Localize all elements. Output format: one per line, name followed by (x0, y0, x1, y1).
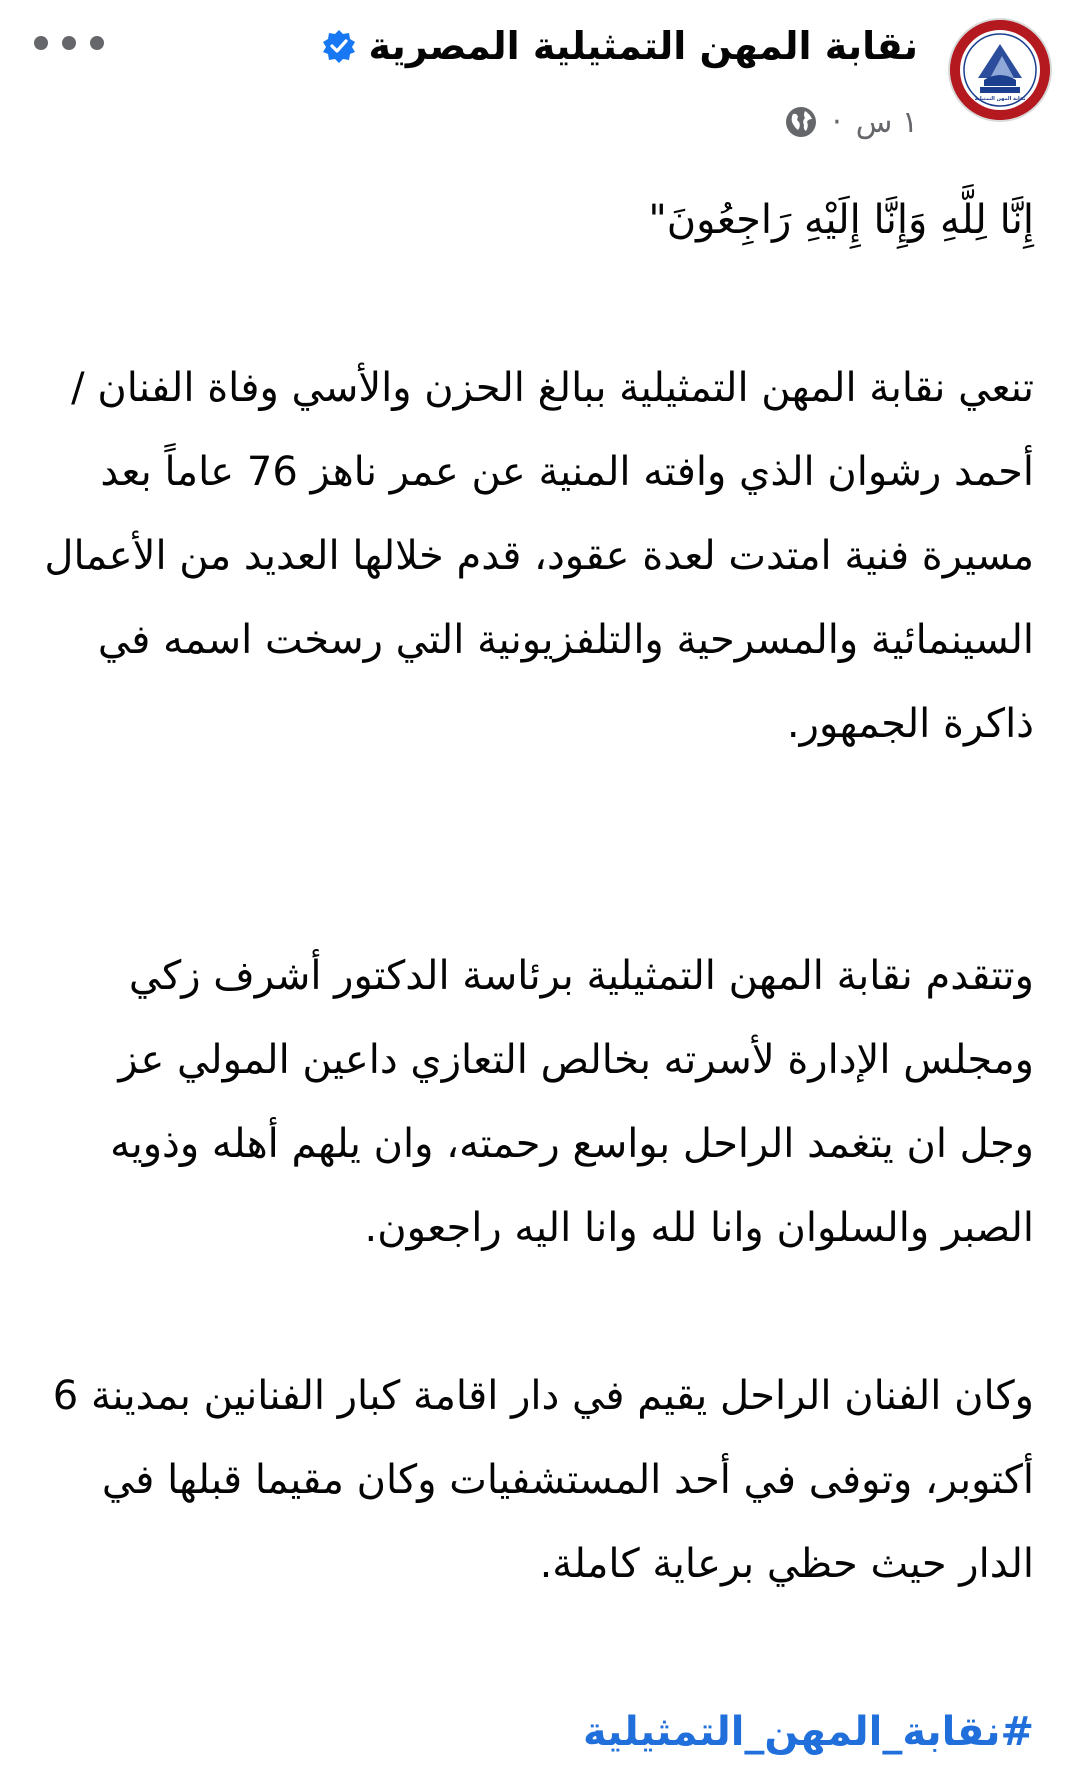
hashtag-link[interactable]: #نقابة_المهن_التمثيلية (582, 1709, 1034, 1755)
post-paragraph-details: وكان الفنان الراحل يقيم في دار اقامة كبار الفنانين بمدينة 6 أكتوبر، وتوفى في أحد المستشفيات وكان مقيما قبلها في الدار حيث حظي برعاية كاملة. (52, 1373, 1034, 1587)
post-header (28, 18, 1052, 148)
post-paragraph-quote: إِنَّا لِلَّهِ وَإِنَّا إِلَيْهِ رَاجِعُونَ" (648, 197, 1034, 243)
page-name-row (321, 18, 918, 74)
meta-separator: · (832, 104, 842, 140)
page-name-link[interactable]: نقابة المهن التمثيلية المصرية (368, 24, 918, 68)
more-dot (34, 36, 48, 50)
post-meta (784, 102, 918, 142)
page-avatar[interactable] (948, 18, 1052, 122)
syndicate-logo-icon (950, 20, 1050, 120)
hashtag-line (40, 1690, 1034, 1774)
more-dot (62, 36, 76, 50)
post-paragraph-condolences: وتتقدم نقابة المهن التمثيلية برئاسة الدكتور أشرف زكي ومجلس الإدارة لأسرته بخالص التعازي داعين المولي عز وجل ان يتغمد الراحل بواسع رحمته، وان يلهم أهله وذويه الصبر والسلوان وانا لله وانا اليه راجعون. (110, 953, 1034, 1251)
more-dot (90, 36, 104, 50)
more-options-button[interactable] (34, 28, 104, 58)
avatar-logo-text: نقابة المهن التمثيلية (974, 96, 1026, 102)
paragraph-gap (40, 262, 1034, 346)
paragraph-gap (40, 1270, 1034, 1354)
post-paragraph-announcement: تنعي نقابة المهن التمثيلية ببالغ الحزن والأسي وفاة الفنان / أحمد رشوان الذي وافته المنية عن عمر ناهز 76 عاماً بعد مسيرة فنية امتدت لعدة عقود، قدم خلالها العديد من الأعمال السينمائية والمسرحية والتلفزيونية التي رسخت اسمه في ذاكرة الجمهور. (44, 365, 1034, 747)
paragraph-gap (40, 766, 1034, 934)
paragraph-gap (40, 1606, 1034, 1690)
globe-icon[interactable] (784, 105, 818, 139)
verified-badge-icon (321, 28, 357, 64)
post-body (40, 178, 1034, 1774)
post-time[interactable]: ١ س (855, 104, 918, 140)
